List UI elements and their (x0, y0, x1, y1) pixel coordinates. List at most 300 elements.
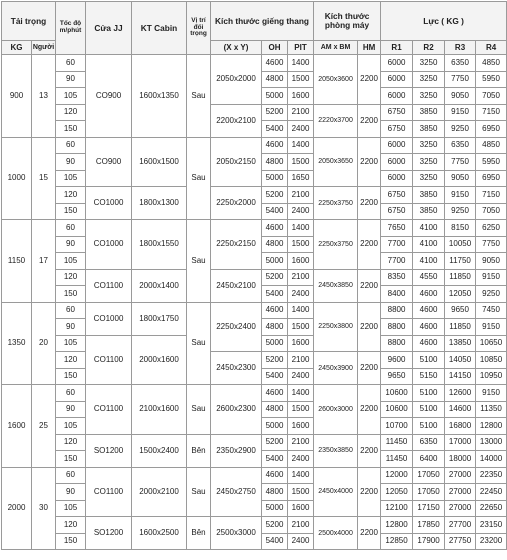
force-r1: 7700 (381, 253, 413, 270)
pit: 1500 (288, 401, 314, 418)
force-r3: 11850 (445, 319, 476, 336)
force-r4: 7750 (476, 236, 507, 253)
header-toc-do: Tốc độ m/phút (56, 2, 86, 55)
header-cua: Cửa JJ (86, 2, 132, 55)
overhead: 4800 (262, 154, 288, 171)
cabin-size: 1600x2500 (132, 517, 187, 550)
force-r4: 7050 (476, 203, 507, 220)
counterweight-position: Sau (187, 220, 211, 303)
machine-room-height: 2200 (358, 220, 381, 270)
overhead: 5000 (262, 500, 288, 517)
pit: 2400 (288, 286, 314, 303)
force-r1: 12000 (381, 467, 413, 484)
force-r1: 12800 (381, 517, 413, 534)
force-r3: 9250 (445, 203, 476, 220)
shaft-xy: 2500x3000 (211, 517, 262, 550)
force-r1: 11450 (381, 434, 413, 451)
load-kg: 1000 (2, 137, 32, 220)
machine-room-height: 2200 (358, 137, 381, 187)
force-r2: 4550 (413, 269, 445, 286)
force-r4: 6250 (476, 220, 507, 237)
force-r3: 9050 (445, 88, 476, 105)
machine-room-height: 2200 (358, 434, 381, 467)
force-r3: 11850 (445, 269, 476, 286)
force-r2: 3250 (413, 170, 445, 187)
pit: 1400 (288, 55, 314, 72)
force-r1: 9600 (381, 352, 413, 369)
machine-room-size: 2250x3750 (314, 187, 358, 220)
force-r4: 10950 (476, 368, 507, 385)
machine-room-height: 2200 (358, 467, 381, 517)
table-row (2, 187, 507, 204)
load-kg: 900 (2, 55, 32, 138)
pit: 2100 (288, 187, 314, 204)
force-r1: 7650 (381, 220, 413, 237)
force-r1: 8800 (381, 302, 413, 319)
force-r4: 9050 (476, 253, 507, 270)
header-xy: (X x Y) (211, 41, 262, 55)
force-r2: 4600 (413, 335, 445, 352)
header-r3: R3 (445, 41, 476, 55)
persons: 30 (32, 467, 56, 550)
speed: 90 (56, 236, 86, 253)
speed: 90 (56, 71, 86, 88)
pit: 2100 (288, 352, 314, 369)
machine-room-size: 2250x3750 (314, 220, 358, 270)
machine-room-height: 2200 (358, 385, 381, 435)
overhead: 5200 (262, 269, 288, 286)
load-kg: 1350 (2, 302, 32, 385)
cabin-size: 1600x1500 (132, 137, 187, 187)
force-r1: 6000 (381, 71, 413, 88)
force-r1: 10600 (381, 401, 413, 418)
shaft-xy: 2200x2100 (211, 104, 262, 137)
force-r3: 12050 (445, 286, 476, 303)
force-r1: 7700 (381, 236, 413, 253)
overhead: 4800 (262, 401, 288, 418)
force-r1: 6000 (381, 88, 413, 105)
overhead: 5400 (262, 368, 288, 385)
pit: 1500 (288, 154, 314, 171)
force-r2: 5100 (413, 401, 445, 418)
force-r2: 4100 (413, 253, 445, 270)
overhead: 5200 (262, 352, 288, 369)
speed: 150 (56, 286, 86, 303)
speed: 120 (56, 104, 86, 121)
force-r3: 9250 (445, 121, 476, 138)
speed: 105 (56, 88, 86, 105)
overhead: 4800 (262, 71, 288, 88)
machine-room-size: 2250x3800 (314, 302, 358, 352)
header-r2: R2 (413, 41, 445, 55)
force-r4: 9150 (476, 319, 507, 336)
shaft-xy: 2450x2300 (211, 352, 262, 385)
header-nguoi: Người (32, 41, 56, 55)
overhead: 5400 (262, 286, 288, 303)
speed: 120 (56, 269, 86, 286)
door-type: CO1000 (86, 302, 132, 335)
pit: 1400 (288, 302, 314, 319)
force-r2: 3250 (413, 55, 445, 72)
table-row (2, 385, 507, 402)
shaft-xy: 2250x2400 (211, 302, 262, 352)
cabin-size: 2000x2100 (132, 467, 187, 517)
overhead: 5000 (262, 88, 288, 105)
machine-room-size: 2450x4000 (314, 467, 358, 517)
force-r1: 8350 (381, 269, 413, 286)
force-r3: 14150 (445, 368, 476, 385)
force-r1: 6000 (381, 55, 413, 72)
pit: 1400 (288, 137, 314, 154)
force-r1: 8800 (381, 319, 413, 336)
force-r1: 9650 (381, 368, 413, 385)
force-r3: 8150 (445, 220, 476, 237)
force-r4: 14000 (476, 451, 507, 468)
overhead: 5200 (262, 434, 288, 451)
force-r2: 3250 (413, 71, 445, 88)
speed: 150 (56, 368, 86, 385)
force-r1: 6750 (381, 203, 413, 220)
force-r3: 9150 (445, 104, 476, 121)
force-r4: 5950 (476, 71, 507, 88)
force-r2: 17050 (413, 467, 445, 484)
force-r4: 7150 (476, 187, 507, 204)
header-kt-phong: Kích thước phòng máy (314, 2, 381, 41)
force-r1: 12850 (381, 533, 413, 550)
header-vi-tri: Vị trí đối trọng (187, 2, 211, 55)
force-r3: 16800 (445, 418, 476, 435)
pit: 2400 (288, 451, 314, 468)
force-r2: 4600 (413, 319, 445, 336)
force-r2: 6350 (413, 434, 445, 451)
pit: 1400 (288, 385, 314, 402)
force-r1: 8800 (381, 335, 413, 352)
speed: 90 (56, 319, 86, 336)
pit: 1400 (288, 220, 314, 237)
force-r3: 9050 (445, 170, 476, 187)
force-r2: 5100 (413, 385, 445, 402)
speed: 90 (56, 401, 86, 418)
force-r3: 27000 (445, 467, 476, 484)
persons: 25 (32, 385, 56, 468)
force-r3: 13850 (445, 335, 476, 352)
overhead: 4800 (262, 236, 288, 253)
force-r1: 10600 (381, 385, 413, 402)
counterweight-position: Bên (187, 517, 211, 550)
pit: 1600 (288, 418, 314, 435)
header-kt-cabin: KT Cabin (132, 2, 187, 55)
speed: 150 (56, 533, 86, 550)
pit: 2400 (288, 203, 314, 220)
shaft-xy: 2050x2150 (211, 137, 262, 187)
cabin-size: 2000x1600 (132, 335, 187, 385)
force-r4: 9150 (476, 385, 507, 402)
pit: 2100 (288, 434, 314, 451)
overhead: 4600 (262, 220, 288, 237)
overhead: 5400 (262, 203, 288, 220)
speed: 60 (56, 220, 86, 237)
speed: 105 (56, 500, 86, 517)
force-r1: 11450 (381, 451, 413, 468)
persons: 17 (32, 220, 56, 303)
force-r2: 3250 (413, 154, 445, 171)
speed: 150 (56, 203, 86, 220)
overhead: 5200 (262, 104, 288, 121)
speed: 150 (56, 121, 86, 138)
force-r3: 9150 (445, 187, 476, 204)
overhead: 5000 (262, 418, 288, 435)
machine-room-size: 2050x3600 (314, 55, 358, 105)
force-r2: 3850 (413, 104, 445, 121)
force-r2: 3850 (413, 187, 445, 204)
force-r3: 27700 (445, 517, 476, 534)
header-pit: PIT (288, 41, 314, 55)
door-type: CO1100 (86, 335, 132, 385)
machine-room-size: 2220x3700 (314, 104, 358, 137)
force-r2: 3850 (413, 203, 445, 220)
table-row (2, 434, 507, 451)
force-r1: 12050 (381, 484, 413, 501)
door-type: CO1000 (86, 187, 132, 220)
pit: 2100 (288, 269, 314, 286)
speed: 105 (56, 418, 86, 435)
overhead: 5200 (262, 517, 288, 534)
machine-room-size: 2450x3850 (314, 269, 358, 302)
speed: 105 (56, 335, 86, 352)
force-r1: 6000 (381, 154, 413, 171)
machine-room-size: 2450x3900 (314, 352, 358, 385)
table-row (2, 137, 507, 154)
counterweight-position: Sau (187, 467, 211, 517)
shaft-xy: 2450x2100 (211, 269, 262, 302)
overhead: 4600 (262, 302, 288, 319)
pit: 1500 (288, 484, 314, 501)
table-row (2, 517, 507, 534)
force-r4: 5950 (476, 154, 507, 171)
overhead: 5200 (262, 187, 288, 204)
shaft-xy: 2450x2750 (211, 467, 262, 517)
force-r4: 7150 (476, 104, 507, 121)
force-r4: 23200 (476, 533, 507, 550)
overhead: 4600 (262, 137, 288, 154)
overhead: 5000 (262, 335, 288, 352)
cabin-size: 1500x2400 (132, 434, 187, 467)
force-r3: 6350 (445, 137, 476, 154)
pit: 2400 (288, 368, 314, 385)
table-row (2, 220, 507, 237)
table-body (2, 55, 507, 550)
door-type: SO1200 (86, 517, 132, 550)
force-r3: 10050 (445, 236, 476, 253)
table-row (2, 104, 507, 121)
header-kt-gieng: Kích thước giếng thang (211, 2, 314, 41)
pit: 2400 (288, 121, 314, 138)
table-row (2, 467, 507, 484)
counterweight-position: Sau (187, 55, 211, 138)
force-r2: 17850 (413, 517, 445, 534)
persons: 13 (32, 55, 56, 138)
force-r2: 5100 (413, 418, 445, 435)
machine-room-height: 2200 (358, 302, 381, 352)
overhead: 5400 (262, 533, 288, 550)
pit: 1600 (288, 253, 314, 270)
pit: 1400 (288, 467, 314, 484)
force-r3: 7750 (445, 71, 476, 88)
force-r4: 11350 (476, 401, 507, 418)
force-r3: 14600 (445, 401, 476, 418)
force-r1: 6750 (381, 121, 413, 138)
shaft-xy: 2600x2300 (211, 385, 262, 435)
overhead: 4800 (262, 484, 288, 501)
force-r2: 17900 (413, 533, 445, 550)
machine-room-size: 2500x4000 (314, 517, 358, 550)
force-r4: 10650 (476, 335, 507, 352)
force-r4: 22450 (476, 484, 507, 501)
table-row (2, 302, 507, 319)
door-type: CO1000 (86, 220, 132, 270)
overhead: 4600 (262, 467, 288, 484)
elevator-spec-table (1, 1, 507, 550)
speed: 120 (56, 187, 86, 204)
cabin-size: 1800x1300 (132, 187, 187, 220)
force-r2: 6400 (413, 451, 445, 468)
force-r2: 5100 (413, 352, 445, 369)
force-r2: 4600 (413, 286, 445, 303)
table-row (2, 269, 507, 286)
cabin-size: 1600x1350 (132, 55, 187, 138)
overhead: 5400 (262, 121, 288, 138)
force-r2: 4100 (413, 236, 445, 253)
door-type: CO1100 (86, 385, 132, 435)
machine-room-height: 2200 (358, 104, 381, 137)
speed: 60 (56, 302, 86, 319)
overhead: 5000 (262, 253, 288, 270)
load-kg: 1600 (2, 385, 32, 468)
counterweight-position: Bên (187, 434, 211, 467)
force-r2: 5150 (413, 368, 445, 385)
force-r4: 6950 (476, 121, 507, 138)
speed: 105 (56, 170, 86, 187)
overhead: 4800 (262, 319, 288, 336)
force-r4: 9150 (476, 269, 507, 286)
force-r3: 7750 (445, 154, 476, 171)
cabin-size: 1800x1550 (132, 220, 187, 270)
force-r3: 27000 (445, 500, 476, 517)
overhead: 5400 (262, 451, 288, 468)
force-r3: 27000 (445, 484, 476, 501)
force-r4: 7450 (476, 302, 507, 319)
force-r3: 6350 (445, 55, 476, 72)
pit: 1500 (288, 319, 314, 336)
force-r1: 6000 (381, 137, 413, 154)
machine-room-height: 2200 (358, 55, 381, 105)
machine-room-size: 2050x3650 (314, 137, 358, 187)
force-r2: 4600 (413, 302, 445, 319)
force-r3: 17000 (445, 434, 476, 451)
force-r1: 6000 (381, 170, 413, 187)
speed: 120 (56, 517, 86, 534)
force-r4: 10850 (476, 352, 507, 369)
pit: 1500 (288, 236, 314, 253)
force-r2: 3250 (413, 88, 445, 105)
machine-room-size: 2600x3000 (314, 385, 358, 435)
shaft-xy: 2050x2000 (211, 55, 262, 105)
header-oh: OH (262, 41, 288, 55)
force-r1: 10700 (381, 418, 413, 435)
machine-room-height: 2200 (358, 517, 381, 550)
machine-room-height: 2200 (358, 187, 381, 220)
force-r2: 4100 (413, 220, 445, 237)
force-r4: 13000 (476, 434, 507, 451)
header-am-bm: AM x BM (314, 41, 358, 55)
machine-room-height: 2200 (358, 352, 381, 385)
force-r4: 9250 (476, 286, 507, 303)
force-r3: 9650 (445, 302, 476, 319)
pit: 2400 (288, 533, 314, 550)
table-row (2, 352, 507, 369)
header-r4: R4 (476, 41, 507, 55)
overhead: 5000 (262, 170, 288, 187)
pit: 1600 (288, 500, 314, 517)
cabin-size: 2100x1600 (132, 385, 187, 435)
pit: 2100 (288, 517, 314, 534)
persons: 15 (32, 137, 56, 220)
force-r2: 17050 (413, 484, 445, 501)
header-tai-trong: Tải trọng (2, 2, 56, 41)
load-kg: 1150 (2, 220, 32, 303)
overhead: 4600 (262, 55, 288, 72)
counterweight-position: Sau (187, 137, 211, 220)
force-r1: 12100 (381, 500, 413, 517)
force-r3: 12600 (445, 385, 476, 402)
force-r2: 3850 (413, 121, 445, 138)
speed: 60 (56, 467, 86, 484)
speed: 60 (56, 55, 86, 72)
speed: 90 (56, 154, 86, 171)
force-r1: 6750 (381, 104, 413, 121)
force-r4: 22650 (476, 500, 507, 517)
counterweight-position: Sau (187, 302, 211, 385)
force-r4: 22350 (476, 467, 507, 484)
door-type: CO1100 (86, 467, 132, 517)
machine-room-height: 2200 (358, 269, 381, 302)
force-r4: 7050 (476, 88, 507, 105)
pit: 2100 (288, 104, 314, 121)
door-type: CO900 (86, 137, 132, 187)
force-r4: 4850 (476, 55, 507, 72)
pit: 1600 (288, 335, 314, 352)
header-kg: KG (2, 41, 32, 55)
speed: 105 (56, 253, 86, 270)
shaft-xy: 2250x2150 (211, 220, 262, 270)
force-r1: 6750 (381, 187, 413, 204)
speed: 90 (56, 484, 86, 501)
header-hm: HM (358, 41, 381, 55)
speed: 120 (56, 352, 86, 369)
force-r2: 3250 (413, 137, 445, 154)
speed: 60 (56, 137, 86, 154)
pit: 1650 (288, 170, 314, 187)
machine-room-size: 2350x3850 (314, 434, 358, 467)
pit: 1500 (288, 71, 314, 88)
header-r1: R1 (381, 41, 413, 55)
load-kg: 2000 (2, 467, 32, 550)
counterweight-position: Sau (187, 385, 211, 435)
force-r4: 23150 (476, 517, 507, 534)
pit: 1600 (288, 88, 314, 105)
door-type: CO1100 (86, 269, 132, 302)
shaft-xy: 2250x2000 (211, 187, 262, 220)
